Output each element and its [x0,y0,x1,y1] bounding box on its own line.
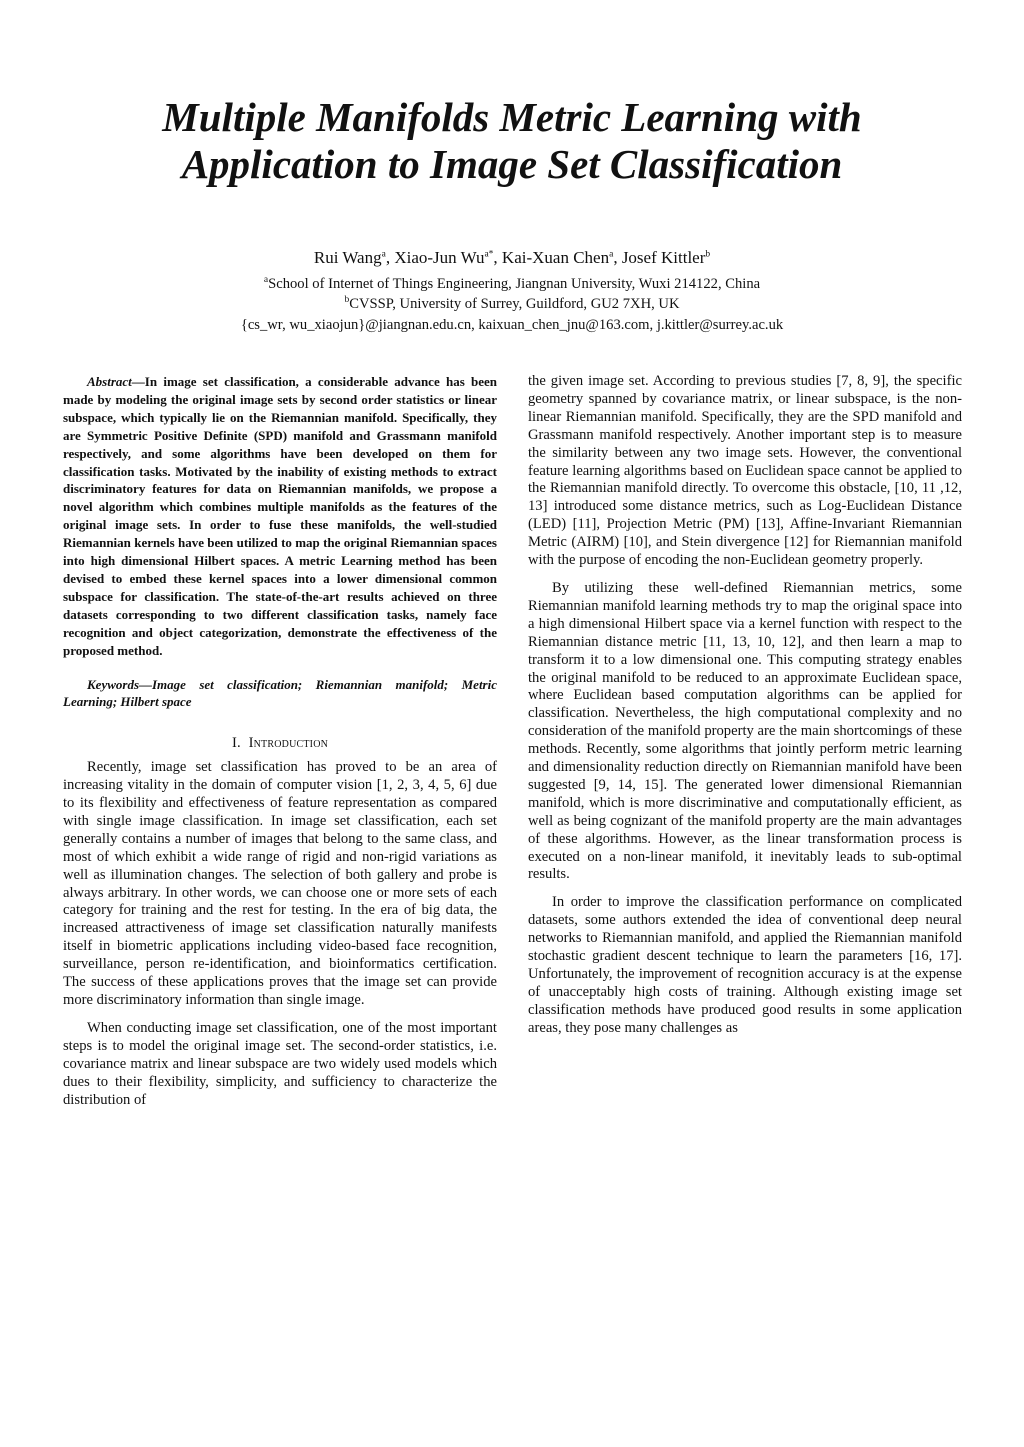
affiliation-text: School of Internet of Things Engineering, Jiangnan University, Wuxi 214122, China [268,276,761,292]
author-list: Rui Wang$^a$, Xiao-Jun $Wu^{a*}$, Kai-Xuan Chen$^a$, Josef Kittler$^b$ [313,248,711,267]
author-name: Kai-Xuan Chen [501,248,610,267]
body-paragraph: By utilizing these well-defined Riemannian metrics, some Riemannian manifold learning methods try to map the original space into a high dimensional Hilbert space via a kernel function with respect to the Riemannian distance metric [11, 13, 10, 12], and then learn a map to transform it to a low dimensional one. This computing strategy enables the original manifold to be reduced to an approximate Euclidean space, where Euclidean based computation algorithms can be applied for classification. Nevertheless, the high computational complexity and no consideration of the manifold property are the main shortcomings of these methods. Recently, some algorithms that jointly perform metric learning and dimensionality reduction directly on Riemannian manifold have been suggested [9, 14, 15]. The generated lower dimensional Riemannian manifold, which is more discriminative and computationally efficient, as well as being cognizant of the manifold property are the main advantages of these algorithms. However, as the linear transformation process is executed on a non-linear manifold, it inevitably leads to sub-optimal results. [528,579,962,883]
affiliation-b [0,295,1024,313]
abstract-text: —In image set classification, a considerable advance has been made by modeling the original image sets by second order statistics or linear subspace, which typically lie on the Riemannian manifold. Specifically, they are Symmetric Positive Definite (SPD) manifold and Grassmann manifold respectively, and some algorithms have been developed on them for classification tasks. Motivated by the inability of existing methods to extract discriminatory features for data on Riemannian manifolds, we propose a novel algorithm which combines multiple manifolds as the features of the original image sets. In order to fuse these manifolds, the well-studied Riemannian kernels have been utilized to map the original Riemannian spaces into high dimensional Hilbert spaces. A metric Learning method has been devised to embed these kernel spaces into a lower dimensional common subspace for classification. The state-of-the-art results achieved on three datasets corresponding to two different classification tasks, namely face recognition and object categorization, demonstrate the effectiveness of the proposed method. [63,374,497,658]
author-name: Xiao-Jun Wu [394,248,485,267]
keywords [63,676,497,712]
author-affil-mark: a [609,249,614,260]
affiliation-a [0,275,1024,293]
affiliation-text: CVSSP, University of Surrey, Guildford, GU2 7XH, UK [349,296,680,312]
affiliation-mark: a [263,275,269,286]
body-paragraph: In order to improve the classification performance on complicated datasets, some authors extended the idea of conventional deep neural networks to Riemannian manifold, and applied the Riemannian manifold stochastic gradient descent technique to learn the parameters [16, 17]. Unfortunately, the improvement of recognition accuracy is at the expense of unacceptably high costs of training. Although existing image set classification methods have produced good results in some application areas, they pose many challenges as [528,894,962,1036]
author-affil-mark: a [381,249,386,260]
affiliation-mark: b [344,295,350,306]
section-title: Introduction [248,735,329,752]
title-line-2: Application to Image Set Classification [181,141,843,187]
left-column [63,373,497,1119]
right-column [528,373,962,1048]
keywords-text: —Image set classification; Riemannian manifold; Metric Learning; Hilbert space [63,676,497,710]
section-heading [63,735,497,753]
body-paragraph: the given image set. According to previous studies [7, 8, 9], the specific geometry spanned by covariance matrix, or linear subspace, is the non-linear Riemannian manifold. Specifically, they are the SPD manifold and Grassmann manifold respectively. Another important step is to measure the similarity between any two image sets. However, the conventional feature learning algorithms based on Euclidean space cannot be applied to the Riemannian manifold directly. To overcome this obstacle, [10, 11 ,12, 13] introduced some distance metrics, such as Log-Euclidean Distance (LED) [11], Projection Metric (PM) [13], Affine-Invariant Riemannian Metric (AIRM) [10], and Stein divergence [12] for Riemannian manifold with the purpose of encoding the non-Euclidean geometry properly. [528,373,962,569]
author-name: Rui Wang [313,248,382,267]
paper-title [0,94,1024,188]
author-affil-mark: a* [484,249,494,260]
title-line-1: Multiple Manifolds Metric Learning with [162,94,862,140]
body-paragraph: Recently, image set classification has proved to be an area of increasing vitality in the domain of computer vision [1, 2, 3, 4, 5, 6] due to its flexibility and effectiveness of feature representation as compared with single image classification. In image set classification, each set generally contains a number of images that belong to the same class, and most of which exhibit a wide range of rigid and non-rigid variations as well as illumination changes. The selection of both gallery and probe is always arbitrary. In other words, we can choose one or more sets of each category for training and the rest for testing. In the era of big data, the increased attractiveness of image set classification naturally manifests itself in biometric applications including video-based face recognition, surveillance, person re-identification, and bioinformatics certification. The success of these applications proves that the image set can provide more discriminatory information than single image. [63,759,497,1008]
abstract-label: Abstract [87,374,132,389]
section-number: I. [231,735,241,752]
abstract [63,373,497,660]
author-emails: {cs_wr, wu_xiaojun}@jiangnan.edu.cn, kaixuan_chen_jnu@163.com, j.kittler@surrey.ac.uk [240,317,784,333]
body-paragraph: When conducting image set classification, one of the most important steps is to model the original image set. The second-order statistics, i.e. covariance matrix and linear subspace are two widely used models which dues to their flexibility, simplicity, and sufficiency to characterize the distribution of [63,1019,497,1108]
author-affil-mark: b [705,249,711,260]
keywords-label: Keywords [87,676,139,692]
author-name: Josef Kittler [621,248,706,267]
